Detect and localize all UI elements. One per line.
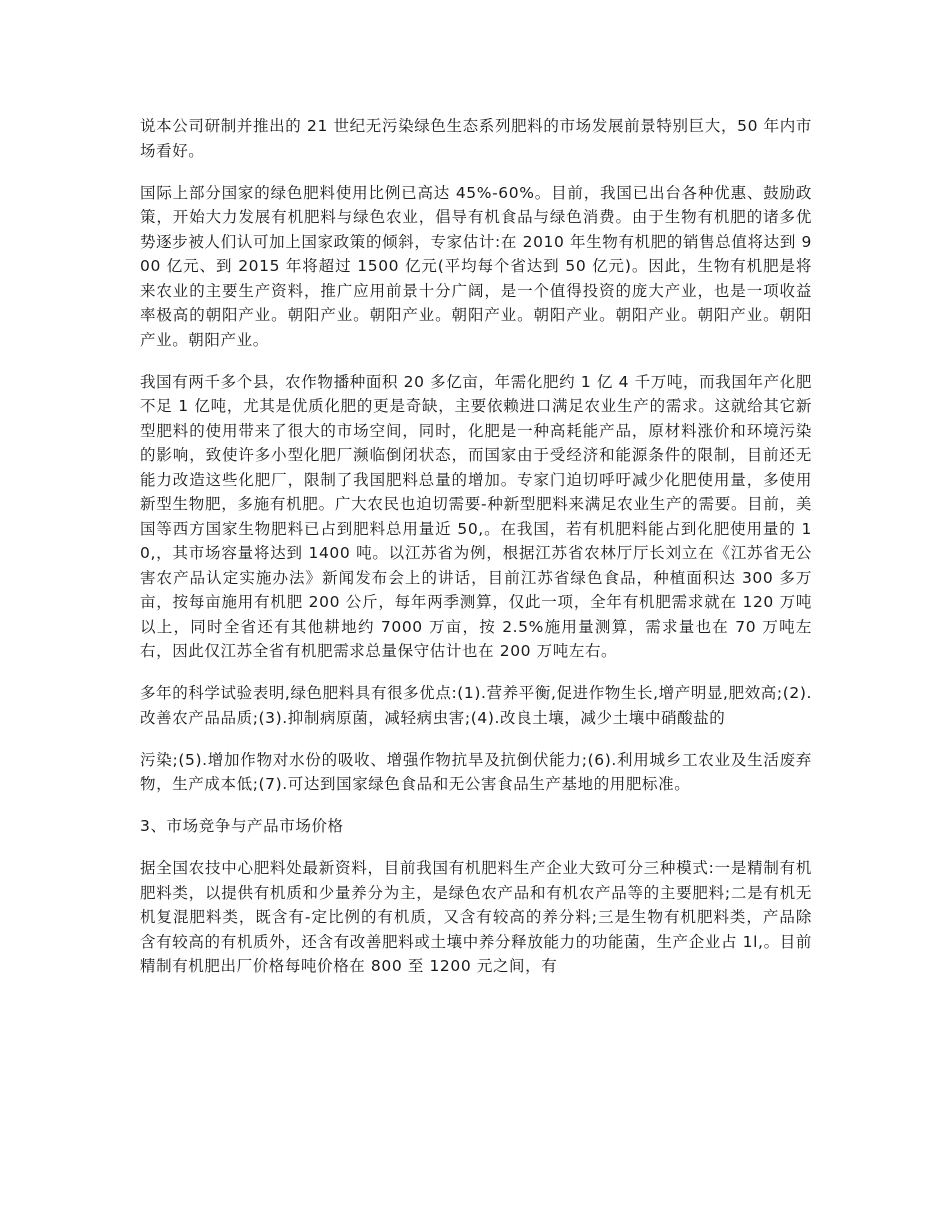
document-body — [140, 114, 812, 996]
paragraph-market-outlook: 说本公司研制并推出的 21 世纪无污染绿色生态系列肥料的市场发展前景特别巨大，50 年内市场看好。 — [140, 117, 812, 160]
paragraph-competition: 据全国农技中心肥料处最新资料，目前我国有机肥料生产企业大致可分三种模式:一是精制有机肥料类，以提供有机质和少量养分为主，是绿色农产品和有机农产品等的主要肥料;二是有机无机复混肥料类，既含有-定比例的有机质，又含有较高的养分料;三是生物有机肥料类，产品除含有较高的有机质外，还含有改善肥料或土壤中养分释放能力的功能菌，生产企业占 1l,。目前精制有机肥出厂价格每吨价格在 800 至 1200 元之间，有 — [140, 859, 812, 975]
section-heading: 3、市场竞争与产品市场价格 — [140, 817, 344, 835]
paragraph-international-usage: 国际上部分国家的绿色肥料使用比例已高达 45%-60%。目前，我国已出台各种优惠、鼓励政策，开始大力发展有机肥料与绿色农业，倡导有机食品与绿色消费。由于生物有机肥的诸多优势逐步被人们认可加上国家政策的倾斜，专家估计:在 2010 年生物有机肥的销售总值将达到 900 亿元、到 2015 年将超过 1500 亿元(平均每个省达到 50 亿元)。因此，生物有机肥是将来农业的主要生产资料，推广应用前景十分广阔，是一个值得投资的庞大产业，也是一项收益率极高的朝阳产业。朝阳产业。朝阳产业。朝阳产业。朝阳产业。朝阳产业。朝阳产业。朝阳产业。朝阳产业。 — [140, 183, 812, 349]
paragraph-advantages-continued: 污染;(5).增加作物对水份的吸收、增强作物抗旱及抗倒伏能力;(6).利用城乡工农业及生活废弃物，生产成本低;(7).可达到国家绿色食品和无公害食品生产基地的用肥标准。 — [140, 750, 812, 793]
paragraph-advantages: 多年的科学试验表明,绿色肥料具有很多优点:(1).营养平衡,促进作物生长,增产明显,肥效高;(2).改善农产品品质;(3).抑制病原菌，减轻病虫害;(4).改良土壤，减少土壤中硝酸盐的 — [140, 684, 812, 727]
paragraph-domestic-demand: 我国有两千多个县，农作物播种面积 20 多亿亩，年需化肥约 1 亿 4 千万吨，而我国年产化肥不足 1 亿吨，尤其是优质化肥的更是奇缺，主要依赖进口满足农业生产的需求。这就给其它新型肥料的使用带来了很大的市场空间，同时，化肥是一种高耗能产品，原材料涨价和环境污染的影响，致使许多小型化肥厂濒临倒闭状态，而国家由于受经济和能源条件的限制，目前还无能力改造这些化肥厂，限制了我国肥料总量的增加。专家门迫切呼吁减少化肥使用量，多使用新型生物肥，多施有机肥。广大农民也迫切需要-种新型肥料来满足农业生产的需要。目前，美国等西方国家生物肥料已占到肥料总用量近 50,。在我国，若有机肥料能占到化肥使用量的 10,，其市场容量将达到 1400 吨。以江苏省为例，根据江苏省农林厅厅长刘立在《江苏省无公害农产品认定实施办法》新闻发布会上的讲话，目前江苏省绿色食品，种植面积达 300 多万亩，按每亩施用有机肥 200 公斤，每年两季测算，仅此一项，全年有机肥需求就在 120 万吨以上，同时全省还有其他耕地约 7000 万亩，按 2.5%施用量测算，需求量也在 70 万吨左右，因此仅江苏全省有机肥需求总量保守估计也在 200 万吨左右。 — [140, 372, 812, 660]
